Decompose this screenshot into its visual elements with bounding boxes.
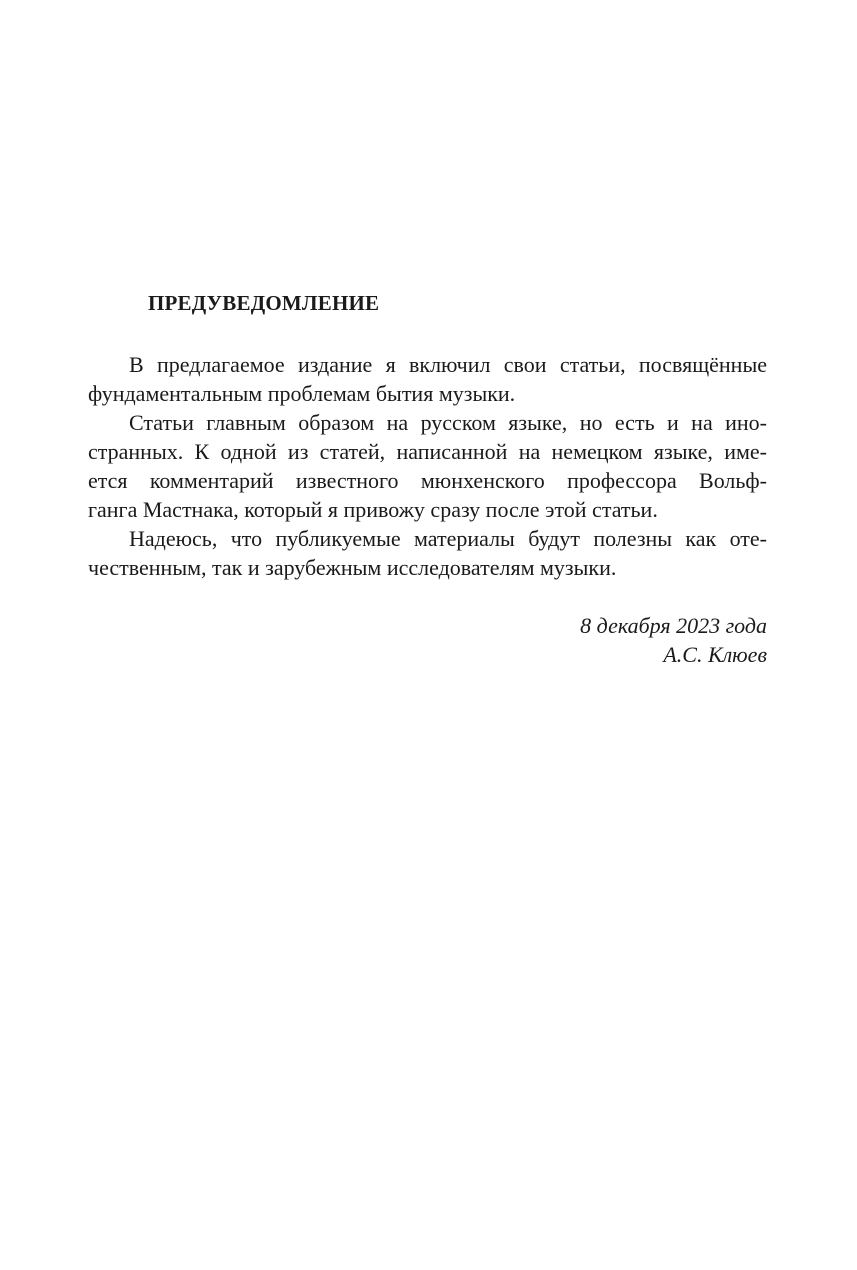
paragraph-line: чественным, так и зарубежным исследователям музыки. <box>88 555 617 580</box>
paragraph-line: Надеюсь, что публикуемые материалы будут полезны как оте- <box>129 526 767 551</box>
paragraph-line: ется комментарий известного мюнхенского профессора Вольф- <box>88 468 767 493</box>
paragraph-line: фундаментальным проблемам бытия музыки. <box>88 381 516 406</box>
paragraph-line: Статьи главным образом на русском языке, но есть и на ино- <box>129 410 767 435</box>
signature-author: А.С. Клюев <box>663 642 767 667</box>
page-title: ПРЕДУВЕДОМЛЕНИЕ <box>148 291 380 315</box>
signature-date: 8 декабря 2023 года <box>580 613 767 638</box>
paragraph-line: странных. К одной из статей, написанной на немецком языке, име- <box>88 439 767 464</box>
paragraph-line: ганга Мастнака, который я привожу сразу после этой статьи. <box>88 497 658 522</box>
paragraph-line: В предлагаемое издание я включил свои статьи, посвящённые <box>129 352 767 377</box>
